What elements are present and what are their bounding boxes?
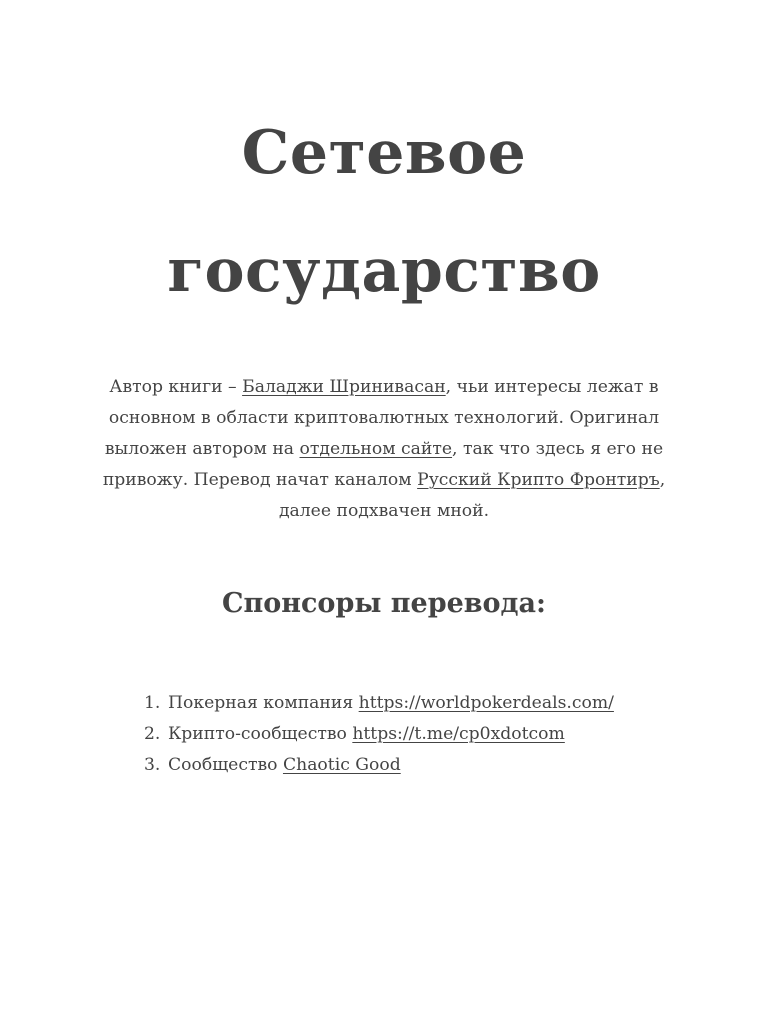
sponsor-link-crypto[interactable]: https://t.me/cp0xdotcom: [352, 724, 565, 744]
list-item-text: Покерная компания: [168, 693, 359, 713]
list-item-text: Крипто-сообщество: [168, 724, 353, 744]
list-item: [144, 688, 704, 719]
intro-text-4: , далее подхвачен мной.: [278, 470, 666, 521]
original-site-link[interactable]: отдельном сайте: [299, 439, 453, 459]
list-item-number: 3.: [144, 755, 161, 775]
page-title: [84, 94, 684, 330]
title-line-1: Сетевое: [241, 118, 527, 188]
intro-text-1: Автор книги –: [109, 377, 243, 397]
intro-text-3: , так что здесь я его не привожу. Перевод начат каналом: [102, 439, 664, 490]
sponsors-heading: Спонсоры перевода:: [221, 588, 547, 619]
sponsor-list: [144, 688, 704, 781]
sponsor-link-chaotic-good[interactable]: Chaotic Good: [282, 755, 401, 775]
intro-text-2: , чьи интересы лежат в основном в области криптовалютных технологий. Оригинал выложен автором на: [104, 377, 660, 459]
title-line-2: государство: [167, 236, 601, 306]
list-item-number: 1.: [144, 693, 161, 713]
list-item-number: 2.: [144, 724, 161, 744]
sponsor-link-poker[interactable]: https://worldpokerdeals.com/: [358, 693, 614, 713]
intro-paragraph: [84, 372, 684, 527]
list-item-text: Сообщество: [168, 755, 283, 775]
list-item: [144, 750, 704, 781]
list-item: [144, 719, 704, 750]
channel-link[interactable]: Русский Крипто Фронтиръ: [417, 470, 660, 490]
author-link[interactable]: Баладжи Шринивасан: [242, 377, 446, 397]
